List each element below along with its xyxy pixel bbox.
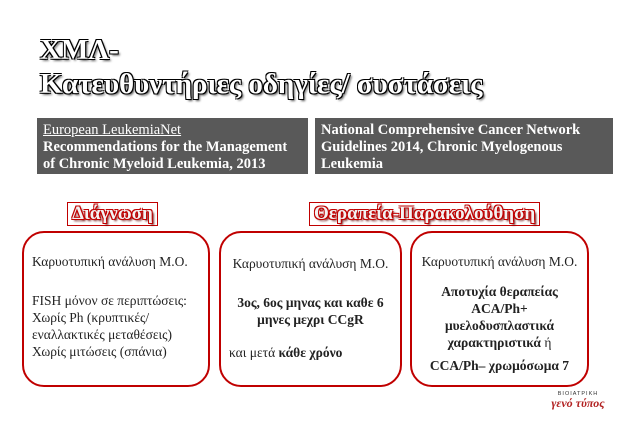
nccn-guideline-banner [315,118,613,174]
diagnosis-card-line: Χωρίς μιτώσεις (σπάνια) [32,344,167,359]
eln-therapy-tail-bold: κάθε χρόνο [278,345,343,360]
diagnosis-section-label: Διάγνωση [67,202,158,226]
diagnosis-card-heading: Καρυοτυπική ανάλυση Μ.Ο. [32,254,188,269]
eln-therapy-schedule-line: 3ος, 6ος μηνας και καθε 6 [237,295,384,310]
eln-therapy-card [219,231,402,387]
nccn-therapy-criterion: μυελοδυσπλαστικά [444,318,555,333]
slide-title-line1: ΧΜΛ- [40,34,119,66]
nccn-therapy-criterion-bold: χαρακτηριστικά [447,335,541,350]
slide-title-line2: Κατευθυντήριες οδηγίες/ συστάσεις [40,68,483,100]
nccn-banner-line3: Leukemia [321,156,384,172]
nccn-therapy-card-heading: Καρυοτυπική ανάλυση Μ.Ο. [421,254,578,269]
nccn-banner-line1: National Comprehensive Cancer Network [321,122,581,138]
eln-banner-line1[interactable]: European LeukemiaNet [43,122,182,138]
eln-therapy-schedule-line: μηνες μεχρι CCgR [257,312,364,327]
nccn-therapy-card [410,231,589,387]
nccn-therapy-chromosome: CCA/Ph– χρωμόσωμα 7 [429,358,570,373]
genotypos-logo [532,391,624,415]
eln-guideline-banner [37,118,308,174]
diagnosis-card-line: FISH μόνον σε περιπτώσεις: [32,293,187,308]
diagnosis-card-line: εναλλακτικές μεταθέσεις) [32,327,173,342]
nccn-therapy-criterion-suffix: ή [540,335,552,350]
nccn-therapy-criterion: Αποτυχία θεραπείας [441,284,558,299]
logo-main-text: γενό τύπος [551,396,605,410]
eln-therapy-card-heading: Καρυοτυπική ανάλυση Μ.Ο. [232,256,389,271]
nccn-therapy-criterion: ACA/Ph+ [471,301,528,316]
diagnosis-card-line: Χωρίς Ph (κρυπτικές/ [32,310,150,325]
eln-banner-line3: of Chronic Myeloid Leukemia, 2013 [43,156,266,172]
nccn-banner-line2: Guidelines 2014, Chronic Myelogenous [321,139,563,155]
diagnosis-card [22,231,210,387]
eln-banner-line2: Recommendations for the Management [43,139,288,155]
nccn-therapy-criterion-or [418,334,581,351]
eln-therapy-tail-prefix: και μετά [229,345,279,360]
eln-therapy-tail [229,344,392,361]
logo-top-text: ΒΙΟΙΑΤΡΙΚΗ [557,391,599,397]
therapy-section-label: Θεραπεία-Παρακολούθηση [309,202,540,226]
